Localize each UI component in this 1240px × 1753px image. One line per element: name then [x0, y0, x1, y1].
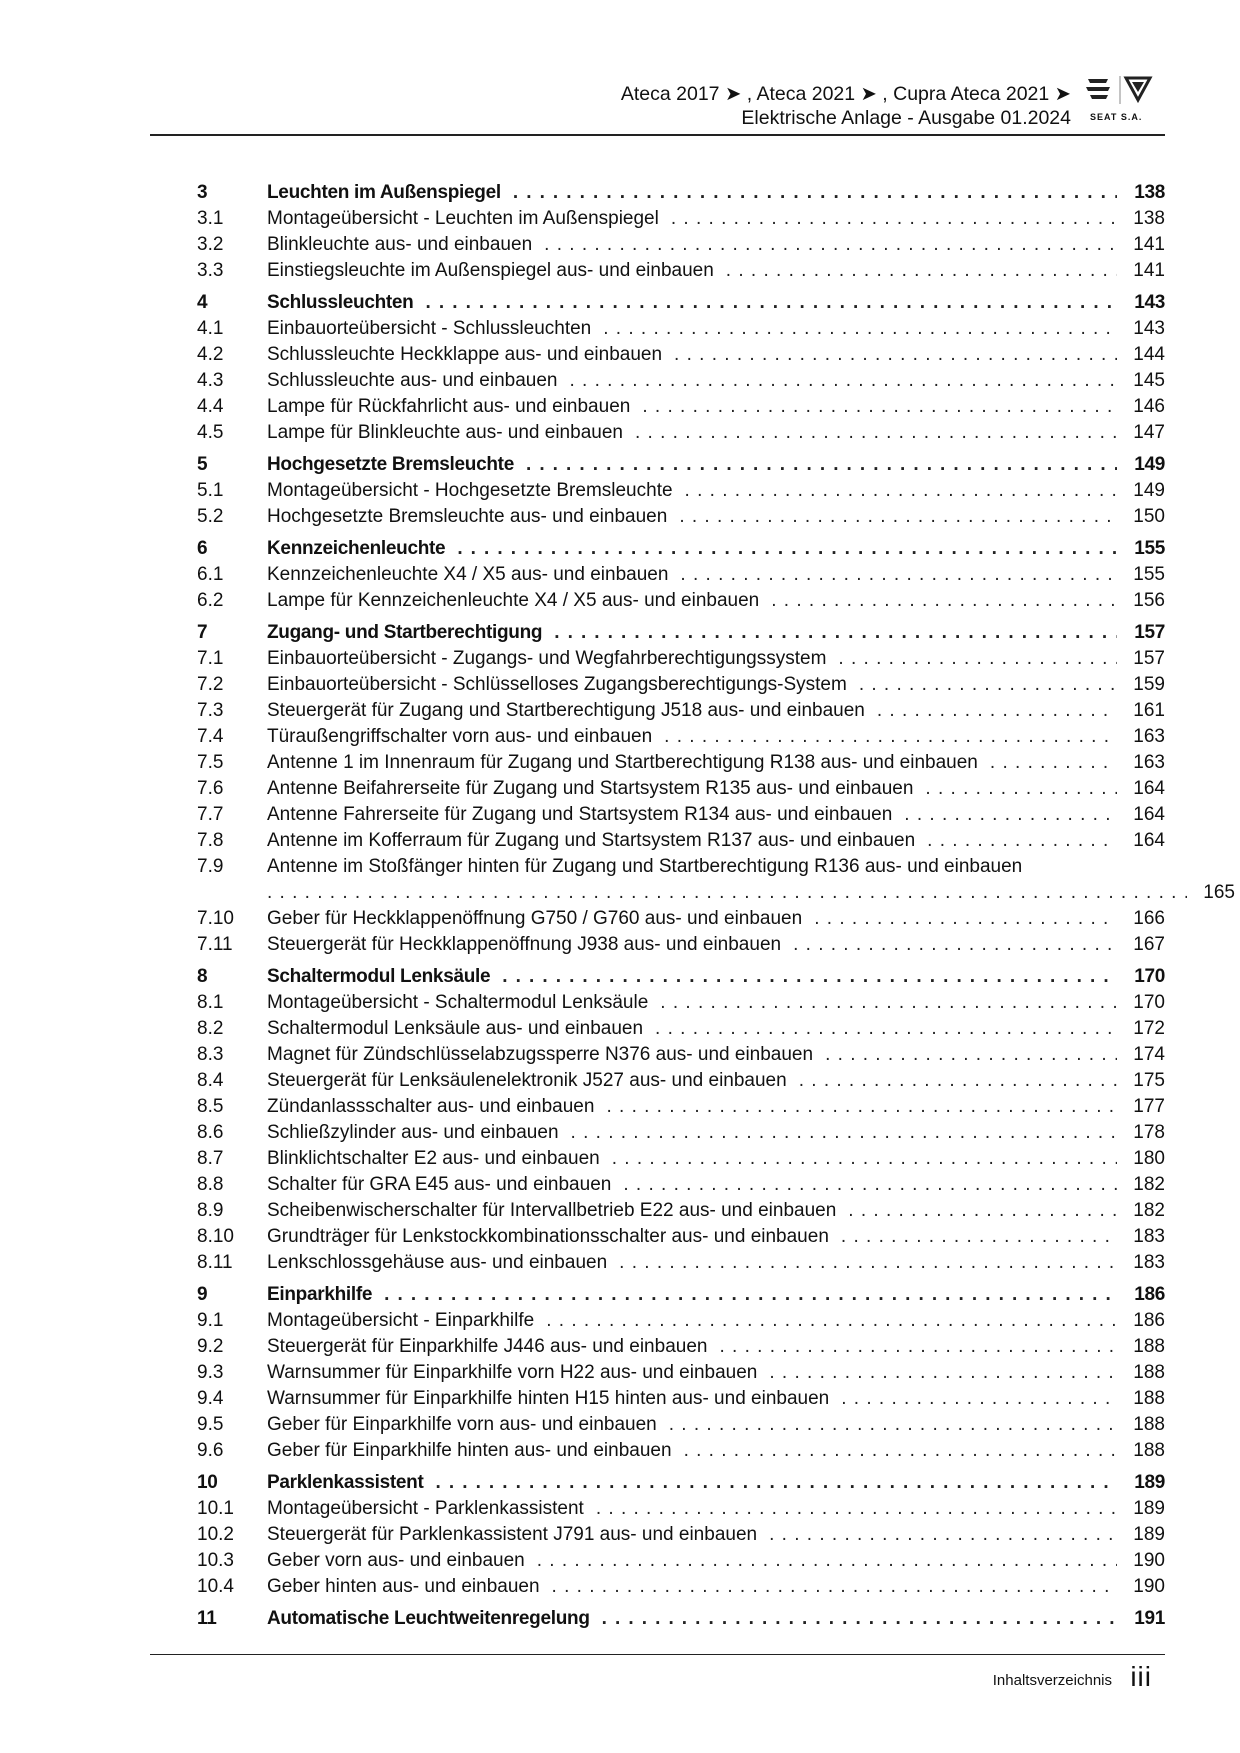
toc-entry[interactable] [197, 1438, 1165, 1464]
toc-entry-number: 4.1 [197, 318, 224, 339]
dot-leader [502, 964, 1117, 990]
dot-leader [544, 232, 1117, 258]
toc-entry-title: Blinkleuchte aus- und einbauen [267, 234, 533, 255]
toc-entry-title: Schlussleuchte Heckklappe aus- und einbauen [267, 344, 663, 365]
toc-entry-page: 163 [1133, 726, 1165, 747]
toc-entry-page: 188 [1133, 1362, 1165, 1383]
toc-entry[interactable] [197, 206, 1165, 232]
toc-entry-number: 7.4 [197, 726, 224, 747]
toc-chapter-group [197, 290, 1165, 446]
toc-entry-title: Antenne Beifahrerseite für Zugang und Startsystem R135 aus- und einbauen [267, 778, 914, 799]
toc-entry-title: Einbauorteübersicht - Schlussleuchten [267, 318, 592, 339]
dot-leader [841, 1386, 1117, 1412]
toc-entry-number: 8.2 [197, 1018, 224, 1039]
toc-entry-page: 182 [1133, 1174, 1165, 1195]
toc-entry-title: Kennzeichenleuchte X4 / X5 aus- und einbauen [267, 564, 669, 585]
dot-leader [660, 990, 1117, 1016]
toc-entry-title: Steuergerät für Lenksäulenelektronik J527 aus- und einbauen [267, 1070, 787, 1091]
toc-entry-title: Warnsummer für Einparkhilfe vorn H22 aus- und einbauen [267, 1362, 758, 1383]
toc-entry-page: 191 [1134, 1608, 1165, 1629]
toc-entry-title: Antenne 1 im Innenraum für Zugang und Startberechtigung R138 aus- und einbauen [267, 752, 978, 773]
toc-entry-continuation [197, 880, 1235, 906]
dot-leader [552, 1574, 1117, 1600]
toc-entry[interactable] [197, 672, 1165, 698]
toc-entry-title: Montageübersicht - Parklenkassistent [267, 1498, 584, 1519]
toc-entry-number: 8.8 [197, 1174, 224, 1195]
toc-entry-title: Steuergerät für Einparkhilfe J446 aus- und einbauen [267, 1336, 708, 1357]
dot-leader [925, 776, 1117, 802]
dot-leader [669, 1412, 1117, 1438]
toc-entry[interactable] [197, 776, 1165, 802]
footer-section-label: Inhaltsverzeichnis [992, 1672, 1112, 1689]
toc-entry-title: Magnet für Zündschlüsselabzugssperre N376 aus- und einbauen [267, 1044, 814, 1065]
dot-leader [571, 1120, 1117, 1146]
toc-entry[interactable] [197, 646, 1165, 672]
dot-leader [814, 906, 1117, 932]
dot-leader [664, 724, 1117, 750]
toc-entry-title: Schalter für GRA E45 aus- und einbauen [267, 1174, 612, 1195]
toc-entry-page: 157 [1133, 648, 1165, 669]
toc-entry-page: 141 [1133, 260, 1165, 281]
toc-entry[interactable] [197, 1548, 1165, 1574]
toc-entry-number: 3.1 [197, 208, 224, 229]
dot-leader [596, 1496, 1117, 1522]
dot-leader [619, 1250, 1117, 1276]
dot-leader [684, 1438, 1117, 1464]
toc-entry-page: 188 [1133, 1440, 1165, 1461]
toc-entry-number: 7.6 [197, 778, 224, 799]
dot-leader [726, 258, 1117, 284]
toc-entry-page: 147 [1133, 422, 1165, 443]
toc-entry-number: 10.3 [197, 1550, 234, 1571]
toc-entry-page: 190 [1133, 1576, 1165, 1597]
toc-entry[interactable] [197, 1334, 1165, 1360]
toc-entry[interactable] [197, 316, 1165, 342]
toc-entry-page: 150 [1133, 506, 1165, 527]
dot-leader [769, 1522, 1117, 1548]
toc-entry-number: 9.2 [197, 1336, 224, 1357]
toc-entry-page: 189 [1133, 1524, 1165, 1545]
toc-entry-page: 186 [1134, 1284, 1165, 1305]
toc-entry-title: Leuchten im Außenspiegel [267, 182, 501, 203]
toc-entry-number: 9.6 [197, 1440, 224, 1461]
toc-chapter-entry[interactable] [197, 620, 1165, 646]
brand-caption: SEAT S.A. [1090, 112, 1143, 122]
toc-entry-page: 138 [1134, 182, 1165, 203]
toc-entry-number: 11 [197, 1608, 217, 1629]
toc-entry-page: 145 [1133, 370, 1165, 391]
toc-entry-title: Schaltermodul Lenksäule aus- und einbauen [267, 1018, 644, 1039]
header-edition: Elektrische Anlage - Ausgabe 01.2024 [741, 107, 1071, 129]
toc-entry[interactable] [197, 232, 1165, 258]
toc-entry-number: 10.2 [197, 1524, 234, 1545]
toc-chapter-group [197, 964, 1165, 1276]
dot-leader [793, 932, 1117, 958]
toc-entry-title: Einstiegsleuchte im Außenspiegel aus- und einbauen [267, 260, 714, 281]
toc-entry-title: Antenne im Kofferraum für Zugang und Startsystem R137 aus- und einbauen [267, 830, 916, 851]
toc-entry-number: 6.2 [197, 590, 224, 611]
toc-entry-page: 183 [1133, 1252, 1165, 1273]
toc-entry-title: Schlussleuchte aus- und einbauen [267, 370, 558, 391]
dot-leader [612, 1146, 1117, 1172]
toc-entry[interactable] [197, 802, 1165, 828]
toc-entry-page: 178 [1133, 1122, 1165, 1143]
toc-entry[interactable] [197, 588, 1165, 614]
toc-entry[interactable] [197, 1016, 1165, 1042]
dot-leader [927, 828, 1117, 854]
toc-entry-page: 180 [1133, 1148, 1165, 1169]
toc-entry-number: 8.6 [197, 1122, 224, 1143]
dot-leader [513, 180, 1117, 206]
dot-leader [877, 698, 1117, 724]
toc-entry-page: 164 [1133, 778, 1165, 799]
toc-chapter-entry[interactable] [197, 536, 1165, 562]
toc-entry-title: Lampe für Rückfahrlicht aus- und einbauen [267, 396, 631, 417]
toc-entry-title: Kennzeichenleuchte [267, 538, 446, 559]
toc-entry-page: 144 [1133, 344, 1165, 365]
toc-entry[interactable] [197, 342, 1165, 368]
toc-entry-title: Scheibenwischerschalter für Intervallbetrieb E22 aus- und einbauen [267, 1200, 837, 1221]
toc-entry-number: 8.1 [197, 992, 224, 1013]
dot-leader [685, 478, 1117, 504]
toc-chapter-entry[interactable] [197, 1470, 1165, 1496]
toc-entry[interactable] [197, 724, 1165, 750]
toc-entry-title: Steuergerät für Parklenkassistent J791 aus- und einbauen [267, 1524, 758, 1545]
toc-entry[interactable] [197, 906, 1165, 932]
toc-entry-page: 182 [1133, 1200, 1165, 1221]
toc-entry-number: 10.4 [197, 1576, 234, 1597]
toc-entry-number: 8.5 [197, 1096, 224, 1117]
dot-leader [267, 880, 1187, 906]
toc-entry-title: Schließzylinder aus- und einbauen [267, 1122, 559, 1143]
toc-entry-page: 163 [1133, 752, 1165, 773]
toc-entry-page: 143 [1134, 292, 1165, 313]
dot-leader [457, 536, 1117, 562]
toc-chapter-group [197, 536, 1165, 614]
toc-entry-page: 188 [1133, 1336, 1165, 1357]
toc-entry-number: 7.9 [197, 856, 224, 877]
toc-entry[interactable] [197, 1496, 1165, 1522]
toc-entry-title: Blinklichtschalter E2 aus- und einbauen [267, 1148, 600, 1169]
toc-entry-page: 170 [1134, 966, 1165, 987]
toc-entry-number: 7.5 [197, 752, 224, 773]
toc-entry-number: 5 [197, 454, 208, 475]
toc-entry[interactable] [197, 562, 1165, 588]
toc-entry[interactable] [197, 504, 1165, 530]
toc-chapter-group [197, 1282, 1165, 1464]
dot-leader [569, 368, 1117, 394]
toc-chapter-group [197, 620, 1235, 958]
toc-entry[interactable] [197, 1574, 1165, 1600]
toc-entry-title: Hochgesetzte Bremsleuchte aus- und einbauen [267, 506, 668, 527]
toc-entry[interactable] [197, 854, 1235, 906]
dot-leader [606, 1094, 1117, 1120]
toc-entry-page: 156 [1133, 590, 1165, 611]
toc-entry[interactable] [197, 1412, 1165, 1438]
toc-entry[interactable] [197, 932, 1165, 958]
document-header [621, 82, 1071, 130]
seat-logo-icon [1086, 79, 1110, 99]
toc-chapter-group [197, 180, 1165, 284]
header-divider [150, 134, 1165, 136]
toc-entry-number: 10 [197, 1472, 218, 1493]
dot-leader [642, 394, 1117, 420]
toc-entry-title: Einbauorteübersicht - Schlüsselloses Zugangsberechtigungs-System [267, 674, 847, 695]
toc-entry-title: Türaußengriffschalter vorn aus- und einbauen [267, 726, 653, 747]
dot-leader [848, 1198, 1117, 1224]
dot-leader [526, 452, 1117, 478]
toc-entry[interactable] [197, 1094, 1165, 1120]
toc-entry-title: Automatische Leuchtweitenregelung [267, 1608, 590, 1629]
toc-entry-number: 8.10 [197, 1226, 234, 1247]
cupra-logo-icon [1126, 78, 1150, 100]
dot-leader [623, 1172, 1117, 1198]
toc-entry-page: 189 [1134, 1472, 1165, 1493]
toc-entry[interactable] [197, 1172, 1165, 1198]
toc-entry-page: 149 [1134, 454, 1165, 475]
footer-page-number: iii [1130, 1661, 1152, 1692]
header-vehicle-models: Ateca 2017 ➤ , Ateca 2021 ➤ , Cupra Ateca 2021 ➤ [620, 83, 1071, 105]
toc-entry-number: 7.11 [197, 934, 233, 955]
toc-entry[interactable] [197, 750, 1165, 776]
dot-leader [426, 290, 1118, 316]
toc-entry-page: 149 [1133, 480, 1165, 501]
toc-entry-number: 7.8 [197, 830, 224, 851]
toc-chapter-entry[interactable] [197, 180, 1165, 206]
toc-chapter-entry[interactable] [197, 1282, 1165, 1308]
toc-entry-page: 138 [1133, 208, 1165, 229]
toc-entry-title: Montageübersicht - Schaltermodul Lenksäule [267, 992, 649, 1013]
toc-entry-title: Lenkschlossgehäuse aus- und einbauen [267, 1252, 608, 1273]
dot-leader [537, 1548, 1117, 1574]
toc-chapter-entry[interactable] [197, 290, 1165, 316]
dot-leader [554, 620, 1117, 646]
toc-entry[interactable] [197, 420, 1165, 446]
toc-entry-number: 7.7 [197, 804, 224, 825]
toc-entry-number: 7.10 [197, 908, 234, 929]
toc-entry-number: 8 [197, 966, 208, 987]
toc-entry-number: 10.1 [197, 1498, 234, 1519]
toc-entry-page: 146 [1133, 396, 1165, 417]
toc-entry-number: 8.3 [197, 1044, 224, 1065]
toc-entry[interactable] [197, 1224, 1165, 1250]
toc-entry[interactable] [197, 1360, 1165, 1386]
toc-entry-page: 164 [1133, 804, 1165, 825]
toc-entry-title: Geber hinten aus- und einbauen [267, 1576, 540, 1597]
footer-divider [150, 1654, 1165, 1655]
toc-entry-page: 175 [1133, 1070, 1165, 1091]
toc-entry[interactable] [197, 478, 1165, 504]
dot-leader [671, 206, 1117, 232]
dot-leader [990, 750, 1117, 776]
toc-entry-number: 8.9 [197, 1200, 224, 1221]
toc-entry-number: 9.3 [197, 1362, 224, 1383]
toc-entry-page: 174 [1133, 1044, 1165, 1065]
toc-entry[interactable] [197, 258, 1165, 284]
toc-entry-page: 190 [1133, 1550, 1165, 1571]
toc-chapter-entry[interactable] [197, 1606, 1165, 1632]
toc-entry-page: 143 [1133, 318, 1165, 339]
toc-entry-title: Grundträger für Lenkstockkombinationsschalter aus- und einbauen [267, 1226, 829, 1247]
toc-entry-page: 157 [1134, 622, 1165, 643]
toc-entry[interactable] [197, 698, 1165, 724]
toc-entry-title: Geber vorn aus- und einbauen [267, 1550, 525, 1571]
dot-leader [635, 420, 1117, 446]
toc-entry-page: 141 [1133, 234, 1165, 255]
toc-entry-page: 167 [1133, 934, 1165, 955]
toc-entry-number: 8.4 [197, 1070, 224, 1091]
toc-entry-title: Einbauorteübersicht - Zugangs- und Wegfahrberechtigungssystem [267, 648, 827, 669]
toc-entry-title: Antenne im Stoßfänger hinten für Zugang und Startberechtigung R136 aus- und einbauen [267, 856, 1023, 877]
toc-entry-title: Einparkhilfe [267, 1284, 373, 1305]
toc-entry-title: Lampe für Kennzeichenleuchte X4 / X5 aus- und einbauen [267, 590, 760, 611]
toc-entry-title: Warnsummer für Einparkhilfe hinten H15 hinten aus- und einbauen [267, 1388, 830, 1409]
toc-entry[interactable] [197, 368, 1165, 394]
toc-entry[interactable] [197, 1120, 1165, 1146]
toc-chapter-group [197, 452, 1165, 530]
toc-chapter-entry[interactable] [197, 964, 1165, 990]
dot-leader [602, 1606, 1117, 1632]
toc-entry[interactable] [197, 1042, 1165, 1068]
toc-entry[interactable] [197, 1146, 1165, 1172]
toc-entry[interactable] [197, 394, 1165, 420]
toc-entry-number: 9.5 [197, 1414, 224, 1435]
toc-entry-title: Parklenkassistent [267, 1472, 424, 1493]
toc-entry-number: 4 [197, 292, 208, 313]
dot-leader [799, 1068, 1117, 1094]
toc-entry-title: Geber für Heckklappenöffnung G750 / G760 aus- und einbauen [267, 908, 803, 929]
toc-entry-number: 4.2 [197, 344, 224, 365]
toc-entry-title: Geber für Einparkhilfe hinten aus- und einbauen [267, 1440, 672, 1461]
dot-leader [680, 562, 1117, 588]
toc-entry[interactable] [197, 1522, 1165, 1548]
toc-entry-page: 165 [1203, 882, 1235, 903]
toc-chapter-group [197, 1606, 1165, 1632]
toc-entry-title: Zündanlassschalter aus- und einbauen [267, 1096, 595, 1117]
toc-entry-number: 9.1 [197, 1310, 224, 1331]
toc-entry-title: Lampe für Blinkleuchte aus- und einbauen [267, 422, 623, 443]
toc-entry-number: 4.4 [197, 396, 224, 417]
toc-entry-title: Antenne Fahrerseite für Zugang und Startsystem R134 aus- und einbauen [267, 804, 893, 825]
toc-entry-number: 4.5 [197, 422, 224, 443]
toc-entry[interactable] [197, 1308, 1165, 1334]
toc-entry-number: 9.4 [197, 1388, 224, 1409]
toc-entry-page: 188 [1133, 1414, 1165, 1435]
toc-entry-page: 155 [1134, 538, 1165, 559]
toc-entry-title: Zugang- und Startberechtigung [267, 622, 543, 643]
toc-entry-number: 7.1 [197, 648, 224, 669]
dot-leader [679, 504, 1117, 530]
toc-entry-title: Montageübersicht - Leuchten im Außenspiegel [267, 208, 659, 229]
toc-entry-number: 3.3 [197, 260, 224, 281]
toc-entry-page: 189 [1133, 1498, 1165, 1519]
toc-entry[interactable] [197, 990, 1165, 1016]
toc-entry-page: 188 [1133, 1388, 1165, 1409]
dot-leader [674, 342, 1117, 368]
toc-chapter-group [197, 1470, 1165, 1600]
dot-leader [655, 1016, 1117, 1042]
toc-entry-number: 4.3 [197, 370, 224, 391]
toc-entry-number: 3.2 [197, 234, 224, 255]
dot-leader [904, 802, 1117, 828]
toc-entry-title: Schlussleuchten [267, 292, 414, 313]
toc-entry-page: 155 [1133, 564, 1165, 585]
toc-entry-page: 170 [1133, 992, 1165, 1013]
toc-entry[interactable] [197, 1198, 1165, 1224]
toc-entry-number: 5.2 [197, 506, 224, 527]
dot-leader [769, 1360, 1117, 1386]
toc-entry-number: 6.1 [197, 564, 224, 585]
toc-entry-page: 164 [1133, 830, 1165, 851]
dot-leader [436, 1470, 1118, 1496]
toc-chapter-entry[interactable] [197, 452, 1165, 478]
toc-entry-page: 186 [1133, 1310, 1165, 1331]
toc-entry-title: Steuergerät für Heckklappenöffnung J938 aus- und einbauen [267, 934, 782, 955]
table-of-contents [197, 180, 1235, 1638]
toc-entry-title: Steuergerät für Zugang und Startberechtigung J518 aus- und einbauen [267, 700, 865, 721]
toc-entry-number: 8.11 [197, 1252, 233, 1273]
toc-entry-title: Schaltermodul Lenksäule [267, 966, 491, 987]
dot-leader [859, 672, 1117, 698]
toc-entry-page: 177 [1133, 1096, 1165, 1117]
toc-entry[interactable] [197, 1068, 1165, 1094]
toc-entry-title: Geber für Einparkhilfe vorn aus- und einbauen [267, 1414, 657, 1435]
toc-entry-page: 183 [1133, 1226, 1165, 1247]
toc-entry-number: 6 [197, 538, 208, 559]
toc-entry-number: 7.3 [197, 700, 224, 721]
dot-leader [603, 316, 1117, 342]
dot-leader [841, 1224, 1117, 1250]
toc-entry-number: 8.7 [197, 1148, 224, 1169]
toc-entry[interactable] [197, 1250, 1165, 1276]
toc-entry[interactable] [197, 1386, 1165, 1412]
toc-entry-title: Montageübersicht - Hochgesetzte Bremsleuchte [267, 480, 673, 501]
toc-entry-page: 172 [1133, 1018, 1165, 1039]
toc-entry-title: Hochgesetzte Bremsleuchte [267, 454, 514, 475]
dot-leader [838, 646, 1117, 672]
brand-logo [1084, 72, 1154, 132]
dot-leader [384, 1282, 1117, 1308]
toc-entry[interactable] [197, 828, 1165, 854]
toc-entry-page: 161 [1133, 700, 1165, 721]
toc-entry-number: 3 [197, 182, 208, 203]
toc-entry-number: 7 [197, 622, 208, 643]
dot-leader [771, 588, 1117, 614]
toc-entry-page: 159 [1133, 674, 1165, 695]
toc-entry-number: 5.1 [197, 480, 224, 501]
toc-entry-title: Montageübersicht - Einparkhilfe [267, 1310, 535, 1331]
toc-entry-page: 166 [1133, 908, 1165, 929]
dot-leader [546, 1308, 1117, 1334]
dot-leader [719, 1334, 1117, 1360]
toc-entry-number: 9 [197, 1284, 208, 1305]
dot-leader [825, 1042, 1117, 1068]
toc-entry-number: 7.2 [197, 674, 224, 695]
